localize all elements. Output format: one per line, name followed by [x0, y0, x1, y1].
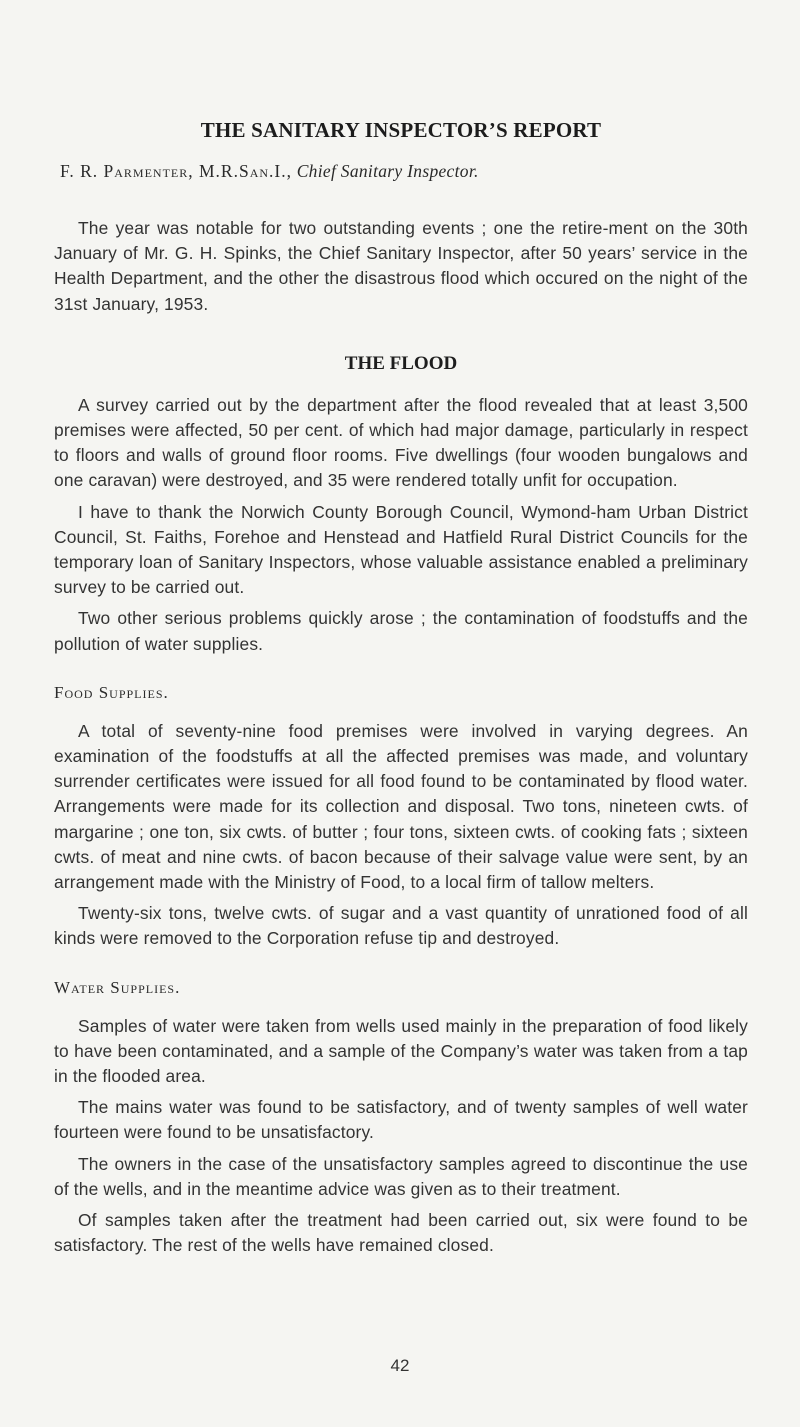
page-number: 42	[390, 1356, 410, 1375]
water-supplies-heading: Water Supplies.	[54, 977, 181, 997]
food-paragraph-sugar: Twenty-six tons, twelve cwts. of sugar and a vast quantity of unrationed food of all kinds were removed to the Corporation refuse tip and destroyed.	[54, 903, 748, 949]
water-paragraph-mains: The mains water was found to be satisfactory, and of twenty samples of well water fourteen were found to be unsatisfactory.	[54, 1097, 748, 1143]
intro-paragraph: The year was notable for two outstanding events ; one the retire-ment on the 30th January of Mr. G. H. Spinks, the Chief Sanitary Inspector, after 50 years’ service in the Health Department, and the other the disastrous flood which occured on the night of the 31st January, 1953.	[54, 218, 748, 314]
flood-heading: THE FLOOD	[344, 352, 458, 374]
water-paragraph-treatment: Of samples taken after the treatment had been carried out, six were found to be satisfactory. The rest of the wells have remained closed.	[54, 1210, 748, 1256]
author-role: Chief Sanitary Inspector.	[296, 161, 479, 181]
author-byline	[60, 161, 748, 182]
flood-paragraph-problems: Two other serious problems quickly arose ; the contamination of foodstuffs and the pollution of water supplies.	[54, 608, 748, 654]
water-paragraph-samples: Samples of water were taken from wells used mainly in the preparation of food likely to have been contaminated, and a sample of the Company’s water was taken from a tap in the flooded area.	[54, 1015, 748, 1087]
food-paragraph-premises: A total of seventy-nine food premises were involved in varying degrees. An examination of the foodstuffs at all the affected premises was made, and voluntary surrender certificates were issued for all food found to be contaminated by flood water. Arrangements were made for its collection and disposal. Two tons, nineteen cwts. of margarine ; one ton, six cwts. of butter ; four tons, sixteen cwts. of cooking fats ; sixteen cwts. of meat and nine cwts. of bacon because of their salvage value were sent, by an arrangement made with the Ministry of Food, to a local firm of tallow melters.	[54, 720, 748, 893]
author-name: F. R. Parmenter, M.R.San.I.,	[60, 161, 292, 181]
page-title: THE SANITARY INSPECTOR’S REPORT	[200, 118, 602, 142]
flood-paragraph-survey: A survey carried out by the department after the flood revealed that at least 3,500 premises were affected, 50 per cent. of which had major damage, particularly in respect to floors and walls of ground floor rooms. Five dwellings (four wooden bungalows and one caravan) were destroyed, and 35 were rendered totally unfit for occupation.	[54, 394, 748, 491]
flood-paragraph-thanks: I have to thank the Norwich County Borough Council, Wymond-ham Urban District Council, St. Faiths, Forehoe and Henstead and Hatfield Rural District Councils for the temporary loan of Sanitary Inspectors, whose valuable assistance enabled a preliminary survey to be carried out.	[54, 501, 748, 598]
water-paragraph-owners: The owners in the case of the unsatisfactory samples agreed to discontinue the use of the wells, and in the meantime advice was given as to their treatment.	[54, 1153, 748, 1199]
food-supplies-heading: Food Supplies.	[54, 682, 169, 702]
